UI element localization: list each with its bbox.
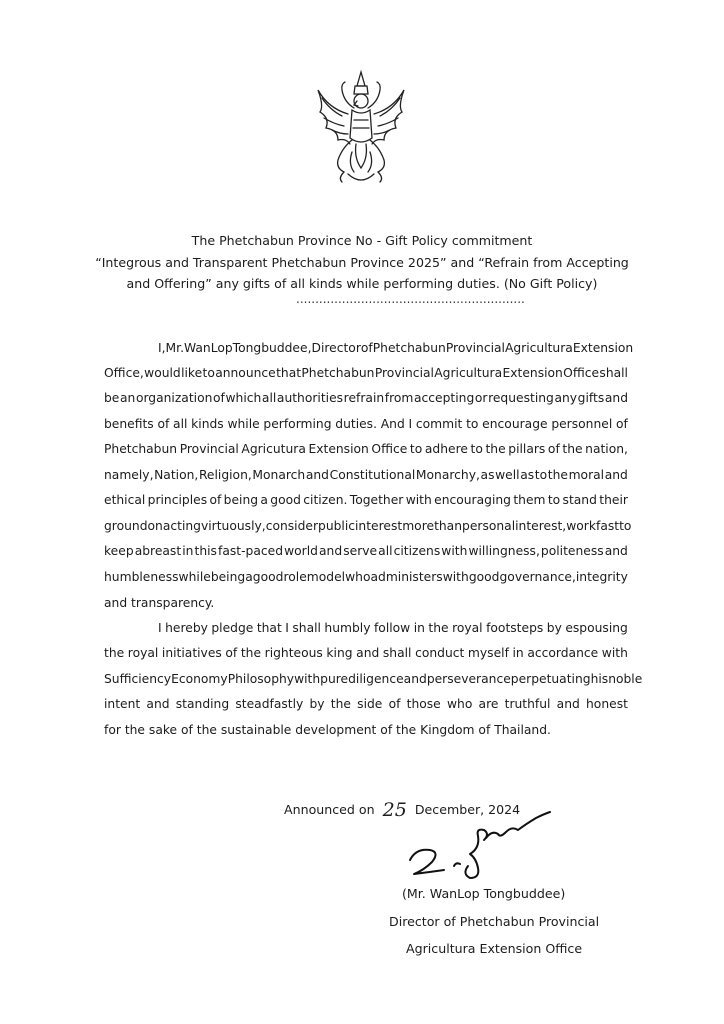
paragraph-line: humbleness while being a good role model who administers with good governance, integrity — [104, 570, 628, 584]
garuda-emblem-icon — [308, 68, 414, 188]
announcement-prefix: Announced on — [284, 802, 375, 817]
paragraph-line: Sufficiency Economy Philosophy with pure diligence and perseverance perpetuating his noble — [104, 672, 643, 686]
paragraph-line: namely, Nation, Religion, Monarch and Constitutional Monarchy, as well as to the moral and — [104, 468, 628, 482]
signatory-name: (Mr. WanLop Tongbuddee) — [402, 886, 566, 901]
title-line-3: and Offering” any gifts of all kinds while performing duties. (No Gift Policy) — [126, 276, 598, 291]
handwritten-signature-icon — [396, 808, 556, 888]
paragraph-line: keep abreast in this fast-paced world and serve all citizens with willingness, politeness and — [104, 544, 628, 558]
signatory-title-line-2: Agricultura Extension Office — [406, 941, 583, 956]
title-line-1: The Phetchabun Province No - Gift Policy commitment — [191, 233, 533, 248]
paragraph-line: benefits of all kinds while performing duties. And I commit to encourage personnel of — [104, 417, 628, 431]
paragraph-line: ground on acting virtuously, consider public interest more than personal interest, work fast to — [104, 519, 632, 533]
announcement-day: 25 — [382, 799, 407, 821]
paragraph-line: I, Mr. WanLop Tongbuddee ,Director of Phetchabun Provincial Agricultura Extension — [158, 341, 634, 355]
announcement-suffix: December, 2024 — [414, 802, 521, 817]
paragraph-line: the royal initiatives of the righteous king and shall conduct myself in accordance with — [104, 646, 628, 660]
paragraph-line: I hereby pledge that I shall humbly follow in the royal footsteps by espousing — [158, 621, 628, 635]
title-separator: ............................................................ — [296, 292, 525, 306]
signatory-title-line-1: Director of Phetchabun Provincial — [389, 914, 600, 929]
paragraph-line: Office, would like to announce that Phetchabun Provincial Agricultura Extension Office shall — [104, 366, 628, 380]
paragraph-line: ethical principles of being a good citizen. Together with encouraging them to stand their — [104, 493, 628, 507]
paragraph-line: and transparency. — [104, 596, 215, 610]
paragraph-line: Phetchabun Provincial Agricutura Extension Office to adhere to the pillars of the nation, — [104, 442, 628, 456]
paragraph-line: for the sake of the sustainable development of the Kingdom of Thailand. — [104, 723, 551, 737]
paragraph-line: intent and standing steadfastly by the side of those who are truthful and honest — [104, 697, 628, 711]
title-line-2: “Integrous and Transparent Phetchabun Province 2025” and “Refrain from Accepting — [95, 255, 629, 270]
paragraph-line: be an organization of which all authorities refrain from accepting or requesting any gifts and — [104, 391, 628, 405]
